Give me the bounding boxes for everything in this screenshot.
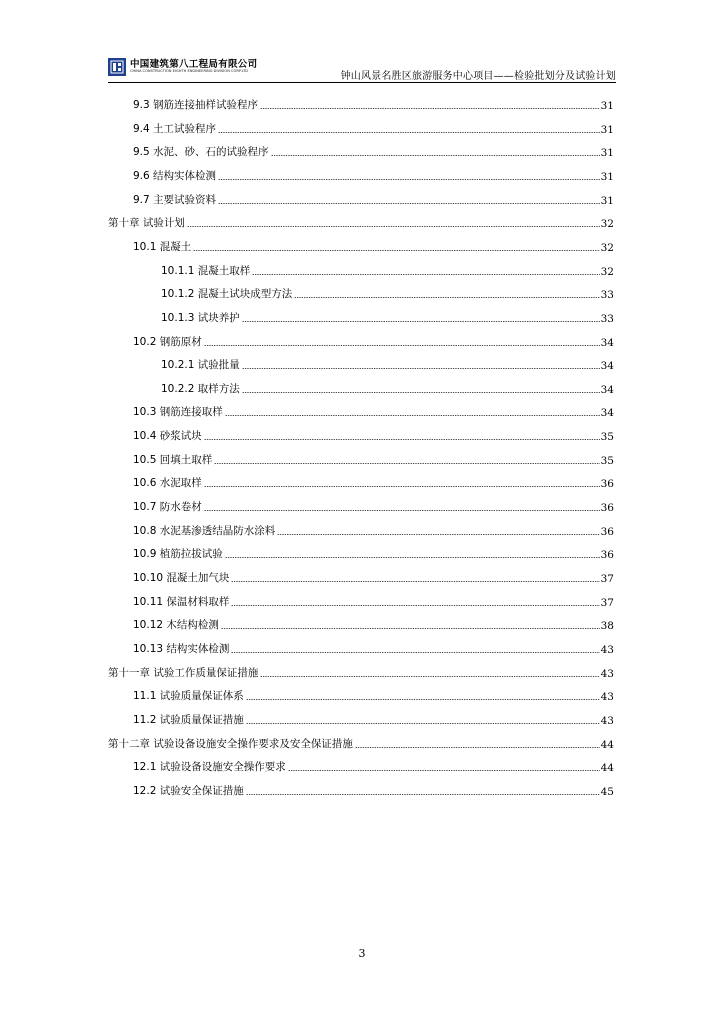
toc-entry[interactable] <box>133 490 614 514</box>
toc-entry[interactable] <box>108 656 614 680</box>
toc-dot-leader <box>221 628 600 629</box>
toc-dot-leader <box>204 345 600 346</box>
toc-entry-title: 9.4 土工试验程序 <box>133 122 217 135</box>
toc-entry-page: 34 <box>600 360 614 373</box>
toc-entry[interactable] <box>133 325 614 349</box>
toc-entry-title: 9.6 结构实体检测 <box>133 169 217 182</box>
toc-dot-leader <box>218 203 600 204</box>
toc-entry-page: 43 <box>600 643 614 656</box>
toc-entry-title: 12.1 试验设备设施安全操作要求 <box>133 761 286 774</box>
toc-entry-page: 35 <box>600 454 614 467</box>
toc-entry[interactable] <box>133 514 614 538</box>
toc-dot-leader <box>260 108 600 109</box>
toc-entry-page: 34 <box>600 336 614 349</box>
toc-entry-title: 10.7 防水卷材 <box>133 501 202 514</box>
toc-entry-title: 12.2 试验安全保证措施 <box>133 784 244 797</box>
toc-entry[interactable] <box>133 750 614 774</box>
toc-dot-leader <box>271 155 600 156</box>
toc-dot-leader <box>355 747 600 748</box>
toc-dot-leader <box>252 274 599 275</box>
toc-entry[interactable] <box>133 159 614 183</box>
toc-entry-page: 37 <box>600 573 614 585</box>
toc-entry[interactable] <box>133 679 614 703</box>
toc-entry-title: 9.7 主要试验资料 <box>133 193 217 206</box>
toc-dot-leader <box>288 770 600 771</box>
toc-entry-title: 9.5 水泥、砂、石的试验程序 <box>133 146 269 159</box>
toc-dot-leader <box>242 321 600 322</box>
toc-entry[interactable] <box>108 727 614 751</box>
toc-entry-title: 10.10 混凝土加气块 <box>133 572 230 584</box>
company-name-cn: 中国建筑第八工程局有限公司 <box>130 59 258 70</box>
toc-entry-page: 43 <box>600 714 614 727</box>
toc-entry-title: 10.1.1 混凝土取样 <box>161 264 251 277</box>
toc-entry[interactable] <box>133 537 614 561</box>
toc-dot-leader <box>231 652 599 653</box>
toc-entry-title: 10.4 砂浆试块 <box>133 430 202 443</box>
toc-entry-page: 36 <box>600 525 614 538</box>
toc-dot-leader <box>204 439 600 440</box>
toc-entry-page: 45 <box>600 785 614 798</box>
toc-dot-leader <box>294 297 599 298</box>
toc-entry-title: 第十章 试验计划 <box>108 217 185 230</box>
company-name-en: CHINA CONSTRUCTION EIGHTH ENGINEERING DIVISION CORP.LTD <box>130 69 249 73</box>
toc-entry-page: 38 <box>600 620 614 633</box>
toc-entry-page: 36 <box>600 549 614 562</box>
toc-entry-page: 34 <box>600 383 614 396</box>
toc-entry-page: 43 <box>600 691 614 704</box>
toc-dot-leader <box>277 534 599 535</box>
toc-entry-page: 44 <box>600 762 614 775</box>
toc-entry-title: 9.3 钢筋连接抽样试验程序 <box>133 99 259 111</box>
toc-entry[interactable] <box>133 395 614 419</box>
project-title: 钟山风景名胜区旅游服务中心项目——检验批划分及试验计划 <box>340 71 616 82</box>
toc-dot-leader <box>193 250 599 251</box>
toc-dot-leader <box>204 510 600 511</box>
toc-entry-page: 31 <box>600 170 614 183</box>
toc-entry-title: 10.2.2 取样方法 <box>161 382 240 395</box>
toc-entry[interactable] <box>133 183 614 207</box>
toc-entry-page: 43 <box>600 667 614 680</box>
toc-dot-leader <box>225 557 600 558</box>
toc-entry-title: 10.1 混凝土 <box>133 240 192 253</box>
toc-entry[interactable] <box>161 348 614 372</box>
toc-entry-page: 31 <box>600 123 614 136</box>
toc-dot-leader <box>242 392 600 393</box>
toc-dot-leader <box>204 486 600 487</box>
toc-entry[interactable] <box>161 254 614 278</box>
toc-dot-leader <box>214 463 599 464</box>
toc-entry-page: 32 <box>600 241 614 254</box>
toc-dot-leader <box>246 699 600 700</box>
toc-entry[interactable] <box>133 703 614 727</box>
toc-entry[interactable] <box>133 88 614 112</box>
toc-entry[interactable] <box>133 443 614 467</box>
toc-entry[interactable] <box>133 632 614 656</box>
toc-entry-title: 10.3 钢筋连接取样 <box>133 406 223 419</box>
page-number: 3 <box>358 947 366 960</box>
toc-entry[interactable] <box>133 112 614 136</box>
toc-entry[interactable] <box>133 561 614 585</box>
toc-entry-page: 35 <box>600 431 614 444</box>
toc-entry-title: 10.6 水泥取样 <box>133 477 202 490</box>
toc-entry-title: 第十一章 试验工作质量保证措施 <box>108 666 259 679</box>
toc-entry-page: 33 <box>600 289 614 302</box>
toc-entry-title: 10.5 回填土取样 <box>133 453 213 466</box>
toc-entry-page: 33 <box>600 312 614 325</box>
toc-dot-leader <box>218 179 600 180</box>
toc-entry[interactable] <box>133 585 614 609</box>
toc-entry[interactable] <box>161 301 614 325</box>
toc-entry[interactable] <box>133 608 614 632</box>
toc-entry-page: 32 <box>600 265 614 278</box>
toc-dot-leader <box>246 794 600 795</box>
toc-entry-page: 31 <box>600 147 614 160</box>
toc-entry-page: 34 <box>600 407 614 420</box>
toc-dot-leader <box>225 415 600 416</box>
page-header <box>108 52 616 83</box>
toc-entry[interactable] <box>133 774 614 798</box>
toc-dot-leader <box>260 676 599 677</box>
toc-entry-title: 10.12 木结构检测 <box>133 619 219 632</box>
toc-entry-title: 10.1.3 试块养护 <box>161 311 240 324</box>
toc-entry[interactable] <box>133 466 614 490</box>
toc-entry-title: 10.1.2 混凝土试块成型方法 <box>161 288 293 301</box>
toc-entry-title: 10.2 钢筋原材 <box>133 335 202 348</box>
toc-entry[interactable] <box>161 372 614 396</box>
toc-entry-page: 44 <box>600 738 614 751</box>
toc-dot-leader <box>231 605 599 606</box>
toc-entry-page: 36 <box>600 502 614 515</box>
toc-entry-title: 第十二章 试验设备设施安全操作要求及安全保证措施 <box>108 737 353 750</box>
toc-entry-page: 31 <box>600 100 614 112</box>
toc-entry-title: 11.2 试验质量保证措施 <box>133 713 244 726</box>
toc-entry[interactable] <box>133 135 614 159</box>
cscec-logo-icon <box>108 58 126 76</box>
toc-dot-leader <box>187 226 600 227</box>
toc-entry-title: 10.8 水泥基渗透结晶防水涂料 <box>133 524 276 537</box>
toc-entry[interactable] <box>161 277 614 301</box>
toc-entry-page: 37 <box>600 596 614 609</box>
toc-entry-page: 32 <box>600 218 614 231</box>
toc-dot-leader <box>231 581 599 582</box>
toc-entry-title: 10.9 植筋拉拔试验 <box>133 548 223 561</box>
toc-dot-leader <box>218 132 600 133</box>
toc-entry-page: 36 <box>600 478 614 491</box>
toc-dot-leader <box>242 368 600 369</box>
toc-entry[interactable] <box>133 419 614 443</box>
toc-dot-leader <box>246 723 600 724</box>
toc-entry-title: 10.13 结构实体检测 <box>133 642 230 655</box>
toc-entry-title: 10.2.1 试验批量 <box>161 359 240 372</box>
toc-entry[interactable] <box>108 206 614 230</box>
toc-entry-title: 10.11 保温材料取样 <box>133 595 230 608</box>
toc-entry[interactable] <box>133 230 614 254</box>
toc-entry-title: 11.1 试验质量保证体系 <box>133 690 244 703</box>
toc-entry-page: 31 <box>600 194 614 207</box>
